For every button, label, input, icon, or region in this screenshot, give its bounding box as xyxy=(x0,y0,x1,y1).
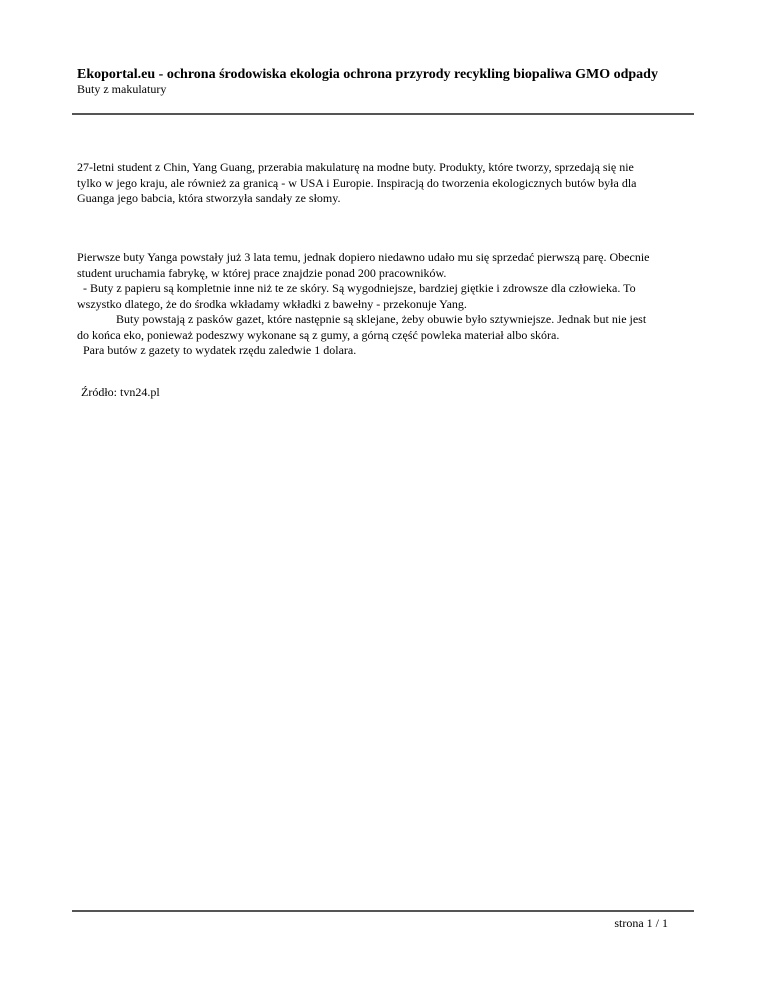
paragraph-line: wszystko dlatego, że do środka wkładamy wkładki z bawełny - przekonuje Yang. xyxy=(77,296,467,311)
paragraph-line: Para butów z gazety to wydatek rzędu zaledwie 1 dolara. xyxy=(77,343,357,357)
article-title: Buty z makulatury xyxy=(77,82,167,96)
paragraph-line: 27-letni student z Chin, Yang Guang, przerabia makulaturę na modne buty. Produkty, które tworzy, sprzedają się nie xyxy=(77,160,634,174)
paragraph-line: Guanga jego babcia, która stworzyła sandały ze słomy. xyxy=(77,191,341,205)
paragraph-line: - Buty z papieru są kompletnie inne niż te ze skóry. Są wygodniejsze, bardziej giętkie i zdrowsze dla człowieka. To xyxy=(77,281,636,295)
paragraph-line: Buty powstają z pasków gazet, które następnie są sklejane, żeby obuwie było sztywniejsze. Jednak but nie jest xyxy=(77,312,647,326)
paragraph-line: tylko w jego kraju, ale również za granicą - w USA i Europie. Inspiracją do tworzenia ekologicznych butów była dla xyxy=(77,175,637,190)
article-paragraph-1 xyxy=(77,160,697,207)
source-credit: Źródło: tvn24.pl xyxy=(81,385,160,399)
paragraph-line: student uruchamia fabrykę, w której prace znajdzie ponad 200 pracowników. xyxy=(77,265,447,280)
footer-divider xyxy=(72,910,694,912)
article-paragraph-2 xyxy=(77,250,697,359)
paragraph-line: do końca eko, ponieważ podeszwy wykonane są z gumy, a górną część powleka materiał albo skóra. xyxy=(77,327,560,342)
header-divider xyxy=(72,113,694,115)
paragraph-line: Pierwsze buty Yanga powstały już 3 lata temu, jednak dopiero niedawno udało mu się sprzedać pierwszą parę. Obecnie xyxy=(77,250,650,264)
page-number: strona 1 / 1 xyxy=(614,916,668,930)
site-title: Ekoportal.eu - ochrona środowiska ekologia ochrona przyrody recykling biopaliwa GMO odpady xyxy=(77,67,658,82)
